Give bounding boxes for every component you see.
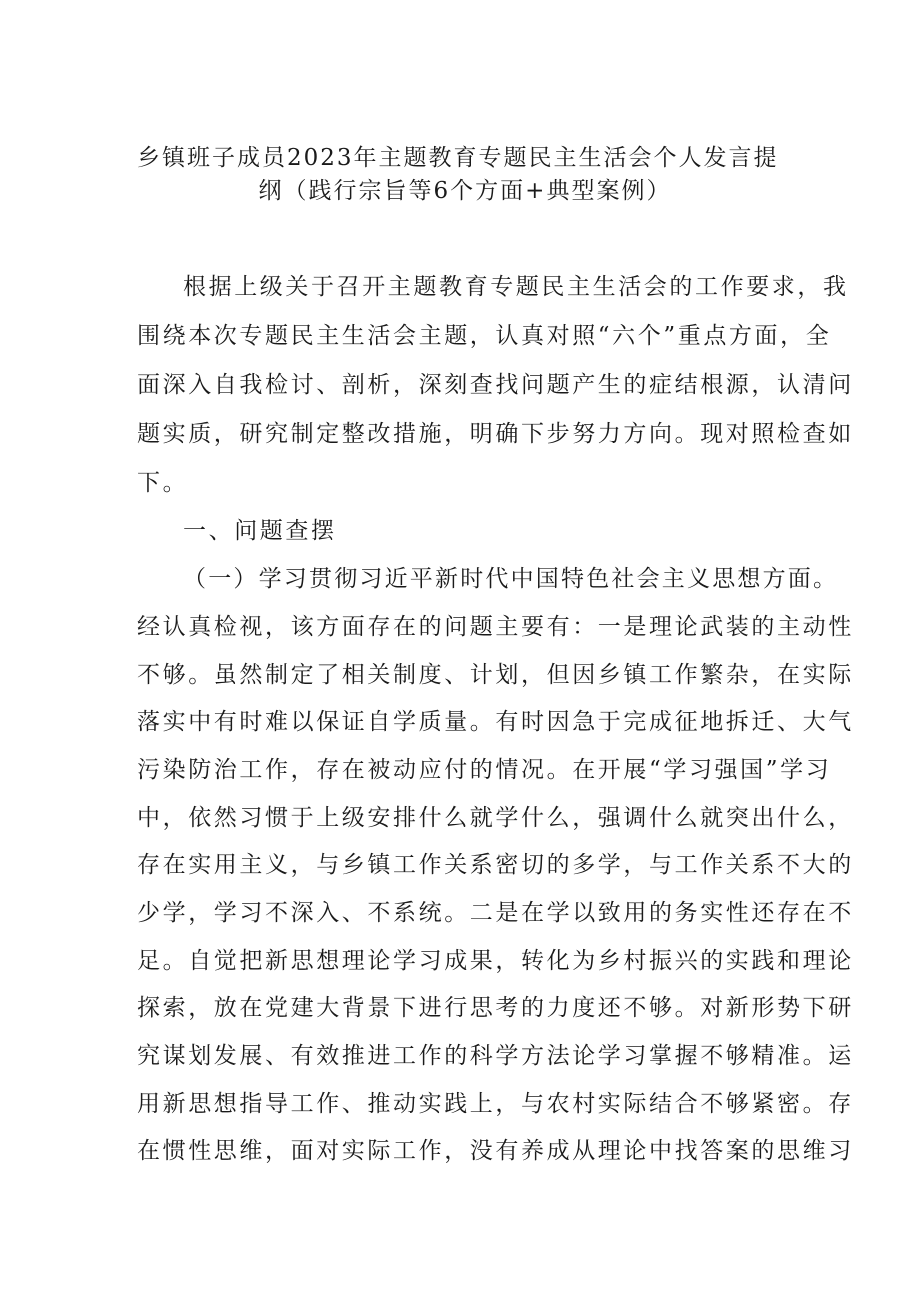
intro-line: 根据上级关于召开主题教育专题民主生活会的工作要求，我 (183, 274, 849, 300)
section-body-line: 足。自觉把新思想理论学习成果，转化为乡村振兴的实践和理论 (137, 948, 854, 974)
section-body-line: 在惯性思维，面对实际工作，没有养成从理论中找答案的思维习 (137, 1138, 854, 1164)
section-body-line: 经认真检视，该方面存在的问题主要有：一是理论武装的主动性 (137, 614, 854, 640)
section-body-line: 中，依然习惯于上级安排什么就学什么，强调什么就突出什么， (137, 805, 854, 831)
section-body-line: （一）学习贯彻习近平新时代中国特色社会主义思想方面。 (183, 566, 839, 592)
intro-line: 下。 (137, 470, 189, 496)
section-heading: 一、问题查摆 (183, 518, 337, 544)
section-body-line: 少学，学习不深入、不系统。二是在学以致用的务实性还存在不 (137, 900, 854, 926)
section-body-line: 探索，放在党建大背景下进行思考的力度还不够。对新形势下研 (137, 995, 854, 1021)
section-body-line: 污染防治工作，存在被动应付的情况。在开展“学习强国”学习 (137, 757, 832, 783)
section-body-line: 落实中有时难以保证自学质量。有时因急于完成征地拆迁、大气 (137, 709, 854, 735)
section-body-line: 用新思想指导工作、推动实践上，与农村实际结合不够紧密。存 (137, 1091, 854, 1117)
intro-line: 围绕本次专题民主生活会主题，认真对照“六个”重点方面，全 (137, 323, 832, 349)
intro-line: 题实质，研究制定整改措施，明确下步努力方向。现对照检查如 (137, 421, 854, 447)
section-body-line: 存在实用主义，与乡镇工作关系密切的多学，与工作关系不大的 (137, 852, 854, 878)
document-title-line-1: 乡镇班子成员2023年主题教育专题民主生活会个人发言提 (137, 145, 779, 171)
section-body-line: 不够。虽然制定了相关制度、计划，但因乡镇工作繁杂，在实际 (137, 662, 854, 688)
intro-line: 面深入自我检讨、剖析，深刻查找问题产生的症结根源，认清问 (137, 372, 854, 398)
document-title-line-2: 纲（践行宗旨等6个方面+典型案例） (258, 178, 672, 204)
section-body-line: 究谋划发展、有效推进工作的科学方法论学习掌握不够精准。运 (137, 1043, 854, 1069)
